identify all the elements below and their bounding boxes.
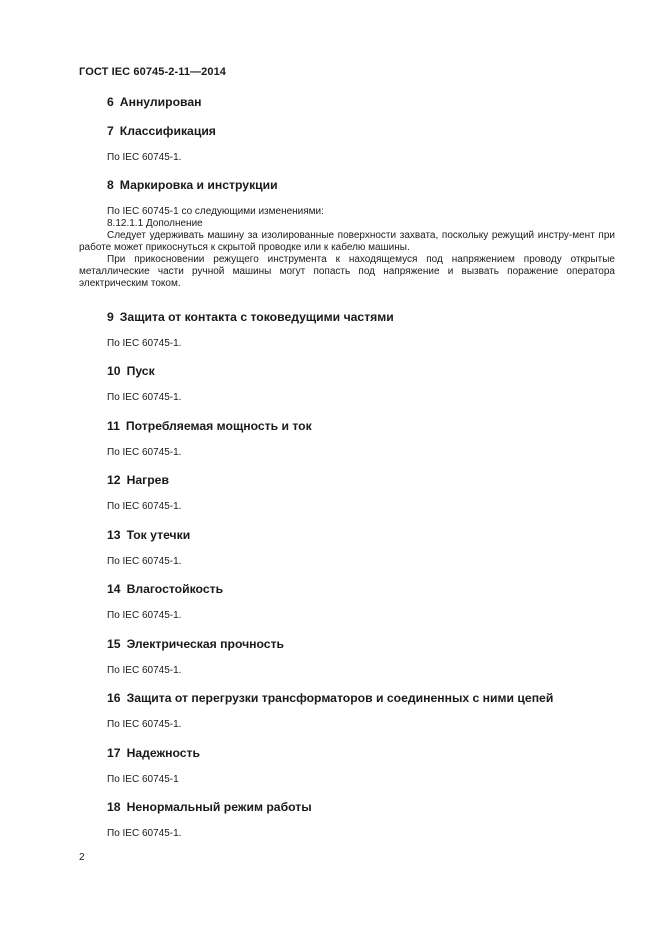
section-title: Защита от перегрузки трансформаторов и соединенных с ними цепей: [126, 691, 554, 705]
section-number: 9: [107, 310, 114, 324]
section-number: 17: [107, 746, 121, 760]
section-heading-11: [107, 419, 312, 433]
paragraph: По IEC 60745-1 со следующими изменениями:: [107, 206, 324, 217]
section-heading-13: [107, 528, 190, 542]
section-heading-8: [107, 178, 278, 192]
section-number: 16: [107, 691, 121, 705]
section-body-7: По IEC 60745-1.: [107, 152, 182, 163]
section-heading-18: [107, 800, 312, 814]
section-body-16: По IEC 60745-1.: [107, 719, 182, 730]
section-number: 8: [107, 178, 114, 192]
section-body-15: По IEC 60745-1.: [107, 665, 182, 676]
section-title: Ненормальный режим работы: [126, 800, 312, 814]
section-heading-17: [107, 746, 200, 760]
section-number: 14: [107, 582, 121, 596]
section-number: 7: [107, 124, 114, 138]
section-heading-12: [107, 473, 169, 487]
section-heading-16: [107, 691, 553, 705]
section-number: 10: [107, 364, 121, 378]
section-body-17: По IEC 60745-1: [107, 774, 179, 785]
section-title: Влагостойкость: [126, 582, 224, 596]
section-title: Защита от контакта с токоведущими частями: [119, 310, 394, 324]
section-body-13: По IEC 60745-1.: [107, 556, 182, 567]
section-heading-14: [107, 582, 223, 596]
section-heading-15: [107, 637, 284, 651]
section-title: Пуск: [126, 364, 155, 378]
section-heading-9: [107, 310, 394, 324]
section-number: 11: [107, 419, 120, 433]
section-body-18: По IEC 60745-1.: [107, 828, 182, 839]
subclause-label: 8.12.1.1 Дополнение: [107, 218, 203, 229]
section-body-9: По IEC 60745-1.: [107, 338, 182, 349]
section-number: 12: [107, 473, 121, 487]
section-number: 13: [107, 528, 121, 542]
section-title: Маркировка и инструкции: [119, 178, 278, 192]
paragraph: При прикосновении режущего инструмента к находящемуся под напряжением проводу открытые металлические части ручной машины могут попасть под напряжение и вызвать поражение оператора электрическим током.: [79, 254, 615, 289]
section-title: Нагрев: [126, 473, 169, 487]
document-header: ГОСТ IEC 60745-2-11—2014: [79, 66, 227, 78]
section-title: Потребляемая мощность и ток: [125, 419, 312, 433]
section-number: 18: [107, 800, 121, 814]
paragraph: Следует удерживать машину за изолированные поверхности захвата, поскольку режущий инстру-мент при работе может прикоснуться к скрытой проводке или к кабелю машины.: [79, 230, 615, 253]
section-heading-10: [107, 364, 155, 378]
section-title: Аннулирован: [119, 95, 202, 109]
section-body-11: По IEC 60745-1.: [107, 447, 182, 458]
section-title: Надежность: [126, 746, 201, 760]
section-title: Электрическая прочность: [126, 637, 285, 651]
section-title: Классификация: [119, 124, 216, 138]
section-heading-6: [107, 95, 202, 109]
section-number: 6: [107, 95, 114, 109]
page-number: 2: [79, 852, 85, 863]
section-heading-7: [107, 124, 216, 138]
section-number: 15: [107, 637, 121, 651]
section-title: Ток утечки: [126, 528, 191, 542]
section-body-8: [79, 206, 615, 290]
section-body-10: По IEC 60745-1.: [107, 392, 182, 403]
section-body-14: По IEC 60745-1.: [107, 610, 182, 621]
section-body-12: По IEC 60745-1.: [107, 501, 182, 512]
